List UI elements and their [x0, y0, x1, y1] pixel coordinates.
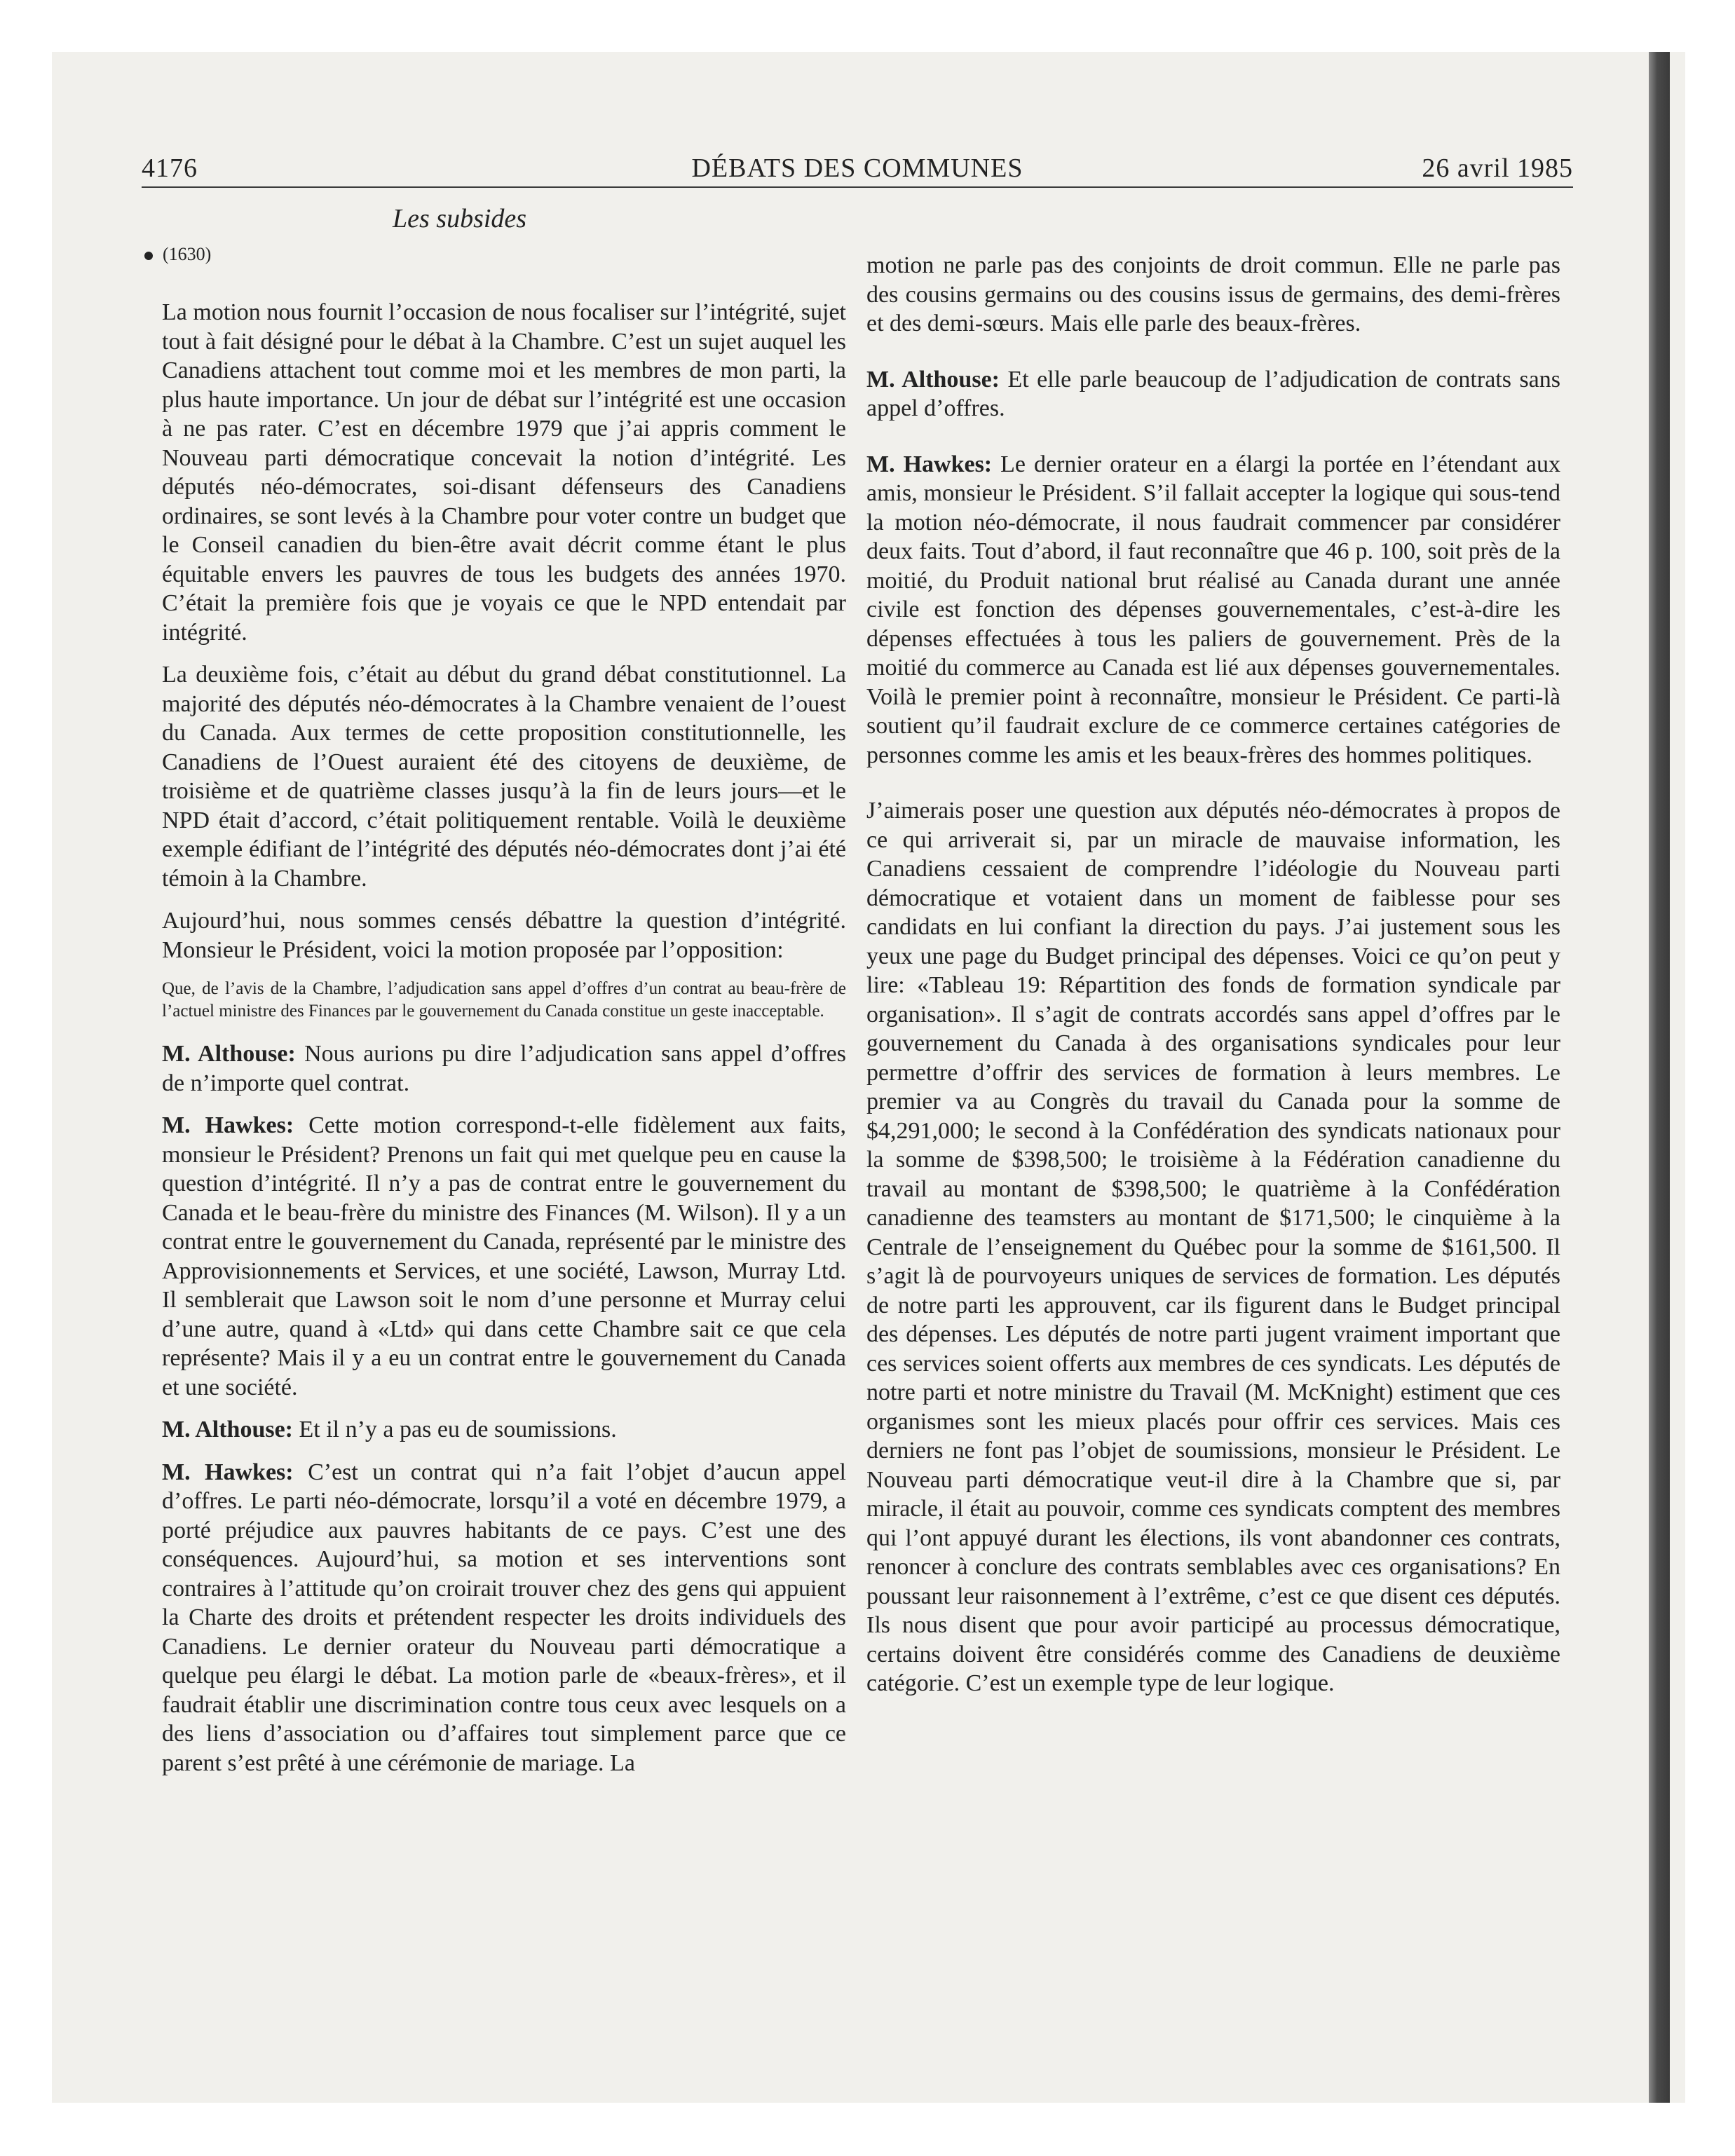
page-number: 4176 — [142, 153, 198, 183]
body-paragraph: J’aimerais poser une question aux députés néo-démocrates à propos de ce qui arriverait si, par un miracle de mauvaise information, les Canadiens cessaient de comprendre l’idéologie du Nouveau parti démocratique et votaient dans un moment de faiblesse pour ses candidats en lui confiant la direction du pays. J’ai justement sous les yeux une page du Budget principal des dépenses. Voici ce qu’on peut y lire: «Tableau 19: Répartition des fonds de formation syndicale par organisation». Il s’agit de contrats accordés sans appel d’offres par le gouvernement du Canada à des organisations syndicales pour leur permettre d’offrir des services de formation à leurs membres. Le premier va au Congrès du travail du Canada pour la somme de $4,291,000; le second à la Confédération des syndicats nationaux pour la somme de $398,500; le troisième à la Fédération canadienne du travail au montant de $398,500; le quatrième à la Confédération canadienne des teamsters au montant de $171,500; le cinquième à la Centrale de l’enseignement du Québec pour la somme de $161,500. Il s’agit là de pourvoyeurs uniques de services de formation. Les députés de notre parti les approuvent, car ils figurent dans le Budget principal des dépenses. Les députés de notre parti jugent vraiment important que ces services soient offerts aux membres de ces syndicats. Les députés de notre parti et notre ministre du Travail (M. McKnight) estiment que ces organismes sont les mieux placés pour offrir ces services. Mais ces derniers ne font pas l’objet de soumissions, monsieur le Président. Le Nouveau parti démocratique veut-il dire à la Chambre que si, par miracle, il était au pouvoir, comme ces syndicats comptent des membres qui l’ont appuyé durant les élections, ils vont abandonner ces contrats, renoncer à conclure des contrats semblables avec ces organisations? En poussant leur raisonnement à l’extrême, c’est ce que disent ces députés. Ils nous disent que pour avoir participé au processus démocratique, certains doivent être considérés comme des Canadiens de deuxième catégorie. C’est un exemple type de leur logique. — [866, 798, 1560, 1696]
running-head: Les subsides — [393, 204, 527, 233]
speech-paragraph — [162, 1415, 846, 1445]
scan-edge-shadow — [1649, 52, 1670, 2103]
bullet-icon — [144, 252, 153, 260]
speech-paragraph — [162, 1111, 846, 1402]
body-paragraph: motion ne parle pas des conjoints de droit commun. Elle ne parle pas des cousins germains ou des cousins issus de germains, des demi-frères et des demi-sœurs. Mais elle parle des beaux-frères. — [866, 252, 1560, 336]
motion-quote: Que, de l’avis de la Chambre, l’adjudication sans appel d’offres d’un contrat au beau-frère de l’actuel ministre des Finances par le gouvernement du Canada constitue un geste inacceptable. — [162, 979, 846, 1021]
speech-paragraph — [162, 1039, 846, 1098]
speaker-name: M. Althouse: — [162, 1041, 296, 1067]
page-header — [142, 153, 1573, 191]
speech-text: C’est un contrat qui n’a fait l’objet d’aucun appel d’offres. Le parti néo-démocrate, lorsqu’il a voté en décembre 1979, a porté préjudice aux pauvres habitants de ce pays. C’est une des conséquences. Aujourd’hui, sa motion et ses interventions sont contraires à l’attitude qu’on croirait trouver chez des gens qui appuient la Charte des droits et prétendent respecter les droits individuels des Canadiens. Le dernier orateur du Nouveau parti démocratique a quelque peu élargi le débat. La motion parle de «beaux-frères», et il faudrait établir une discrimination contre tous ceux avec lesquels on a des liens d’association ou d’affaires tout simplement parce que ce parent s’est prêté à une cérémonie de mariage. La — [162, 1459, 846, 1776]
publication-date: 26 avril 1985 — [1422, 153, 1573, 183]
speaker-name: M. Althouse: — [162, 1417, 293, 1442]
speaker-name: M. Hawkes: — [162, 1459, 294, 1485]
header-rule — [142, 186, 1573, 188]
time-marker — [144, 244, 211, 265]
speech-text: Nous aurions pu dire l’adjudication sans appel d’offres de n’importe quel contrat. — [162, 1041, 846, 1096]
speaker-name: M. Hawkes: — [866, 451, 993, 477]
speech-text: Et il n’y a pas eu de soumissions. — [293, 1417, 617, 1442]
speaker-name: M. Althouse: — [866, 366, 1000, 393]
right-column — [866, 251, 1560, 1712]
body-paragraph: Aujourd’hui, nous sommes censés débattre la question d’intégrité. Monsieur le Président, voici la motion proposée par l’opposition: — [162, 908, 846, 963]
speech-text: Cette motion correspond-t-elle fidèlement aux faits, monsieur le Président? Prenons un fait qui met quelque peu en cause la question d’intégrité. Il n’y a pas de contrat entre le gouvernement du Canada et le beau-frère du ministre des Finances (M. Wilson). Il y a un contrat entre le gouvernement du Canada, représenté par le ministre des Approvisionnements et Services, et une société, Lawson, Murray Ltd. Il semblerait que Lawson soit le nom d’une personne et Murray celui d’une autre, quand à «Ltd» qui dans cette Chambre sait ce que cela représente? Mais il y a eu un contrat entre le gouvernement du Canada et une société. — [162, 1112, 846, 1400]
speech-paragraph — [866, 450, 1560, 770]
speech-paragraph — [162, 1458, 846, 1778]
time-marker-label: (1630) — [163, 244, 212, 264]
speaker-name: M. Hawkes: — [162, 1112, 294, 1138]
speech-paragraph — [866, 365, 1560, 423]
left-column — [162, 298, 846, 1791]
body-paragraph: La motion nous fournit l’occasion de nous focaliser sur l’intégrité, sujet tout à fait désigné pour le débat à la Chambre. C’est un sujet auquel les Canadiens attachent tout comme moi et les membres de mon parti, la plus haute importance. Un jour de débat sur l’intégrité est une occasion à ne pas rater. C’est en décembre 1979 que j’ai appris comment le Nouveau parti démocratique concevait la notion d’intégrité. Les députés néo-démocrates, soi-disant défenseurs des Canadiens ordinaires, se sont levés à la Chambre pour voter contre un budget que le Conseil canadien du bien-être avait décrit comme étant le plus équitable envers les pauvres de tous les budgets des années 1970. C’était la première fois que je voyais ce que le NPD entendait par intégrité. — [162, 299, 846, 646]
journal-title: DÉBATS DES COMMUNES — [691, 153, 1023, 183]
speech-text: Et elle parle beaucoup de l’adjudication de contrats sans appel d’offres. — [866, 366, 1561, 421]
speech-text: Le dernier orateur en a élargi la portée en l’étendant aux amis, monsieur le Président. S’il fallait accepter la logique qui sous-tend la motion néo-démocrate, il nous faudrait commencer par considérer deux faits. Tout d’abord, il faut reconnaître que 46 p. 100, soit près de la moitié, du Produit national brut réalisé au Canada durant une année civile est fonction des dépenses gouvernementales, c’est-à-dire les dépenses effectuées à tous les paliers de gouvernement. Près de la moitié du commerce au Canada est lié aux dépenses gouvernementales. Voilà le premier point à reconnaître, monsieur le Président. Ce parti-là soutient qu’il faudrait exclure de ce commerce certaines catégories de personnes comme les amis et les beaux-frères des hommes politiques. — [866, 451, 1560, 768]
body-paragraph: La deuxième fois, c’était au début du grand débat constitutionnel. La majorité des députés néo-démocrates à la Chambre venaient de l’ouest du Canada. Aux termes de cette proposition constitutionnelle, les Canadiens de l’Ouest auraient été des citoyens de deuxième, de troisième et de quatrième classes jusqu’à la fin de leurs jours—et le NPD était d’accord, c’était politiquement rentable. Voilà le deuxième exemple édifiant de l’intégrité des députés néo-démocrates dont j’ai été témoin à la Chambre. — [162, 662, 846, 892]
